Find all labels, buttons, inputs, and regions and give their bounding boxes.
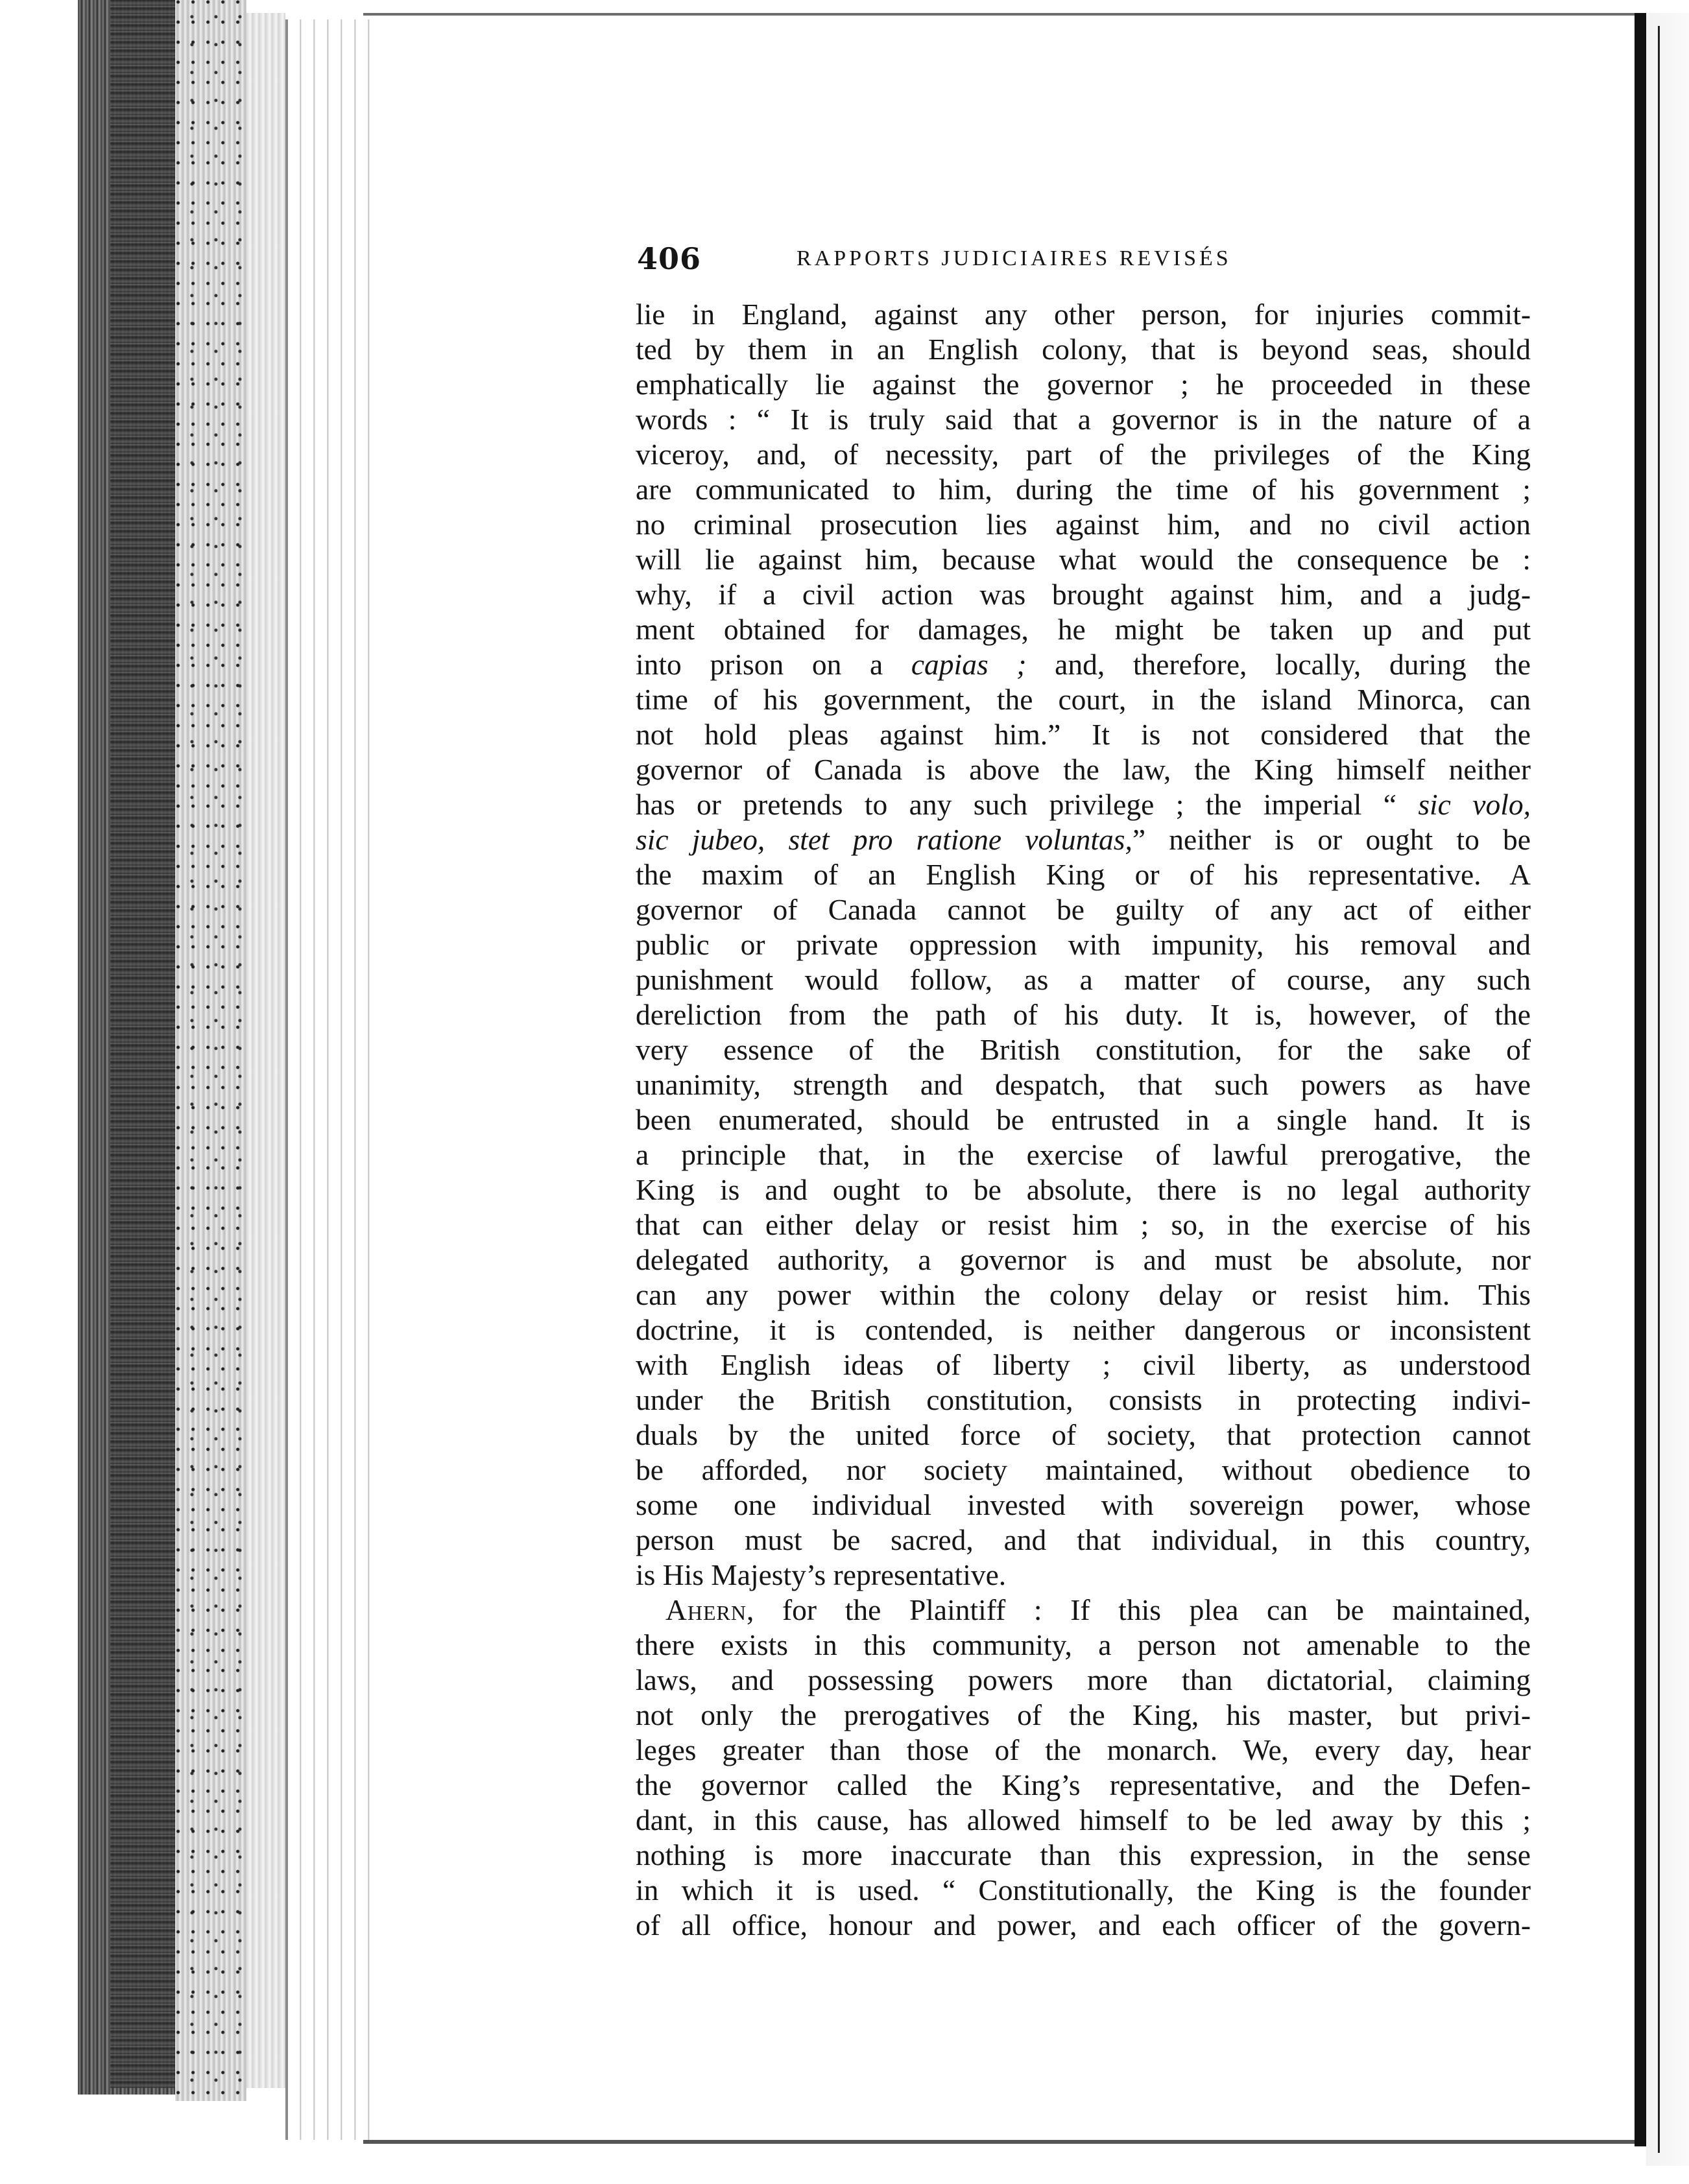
italic-term-capias: capias ; [911,648,1027,681]
text-line-capias [636,647,1531,682]
text-line: viceroy, and, of necessity, part of the privileges of the King [636,438,1531,471]
italic-latin-phrase: sic volo, [1418,788,1531,821]
page-header-title: RAPPORTS JUDICIAIRES REVISÉS [797,246,1232,270]
page-number: 406 [637,241,702,276]
text-line: why, if a civil action was brought against him, and a judg- [636,578,1531,611]
text-line: duals by the united force of society, that protection cannot [636,1418,1531,1451]
text-line: in which it is used. “ Constitutionally, the King is the founder [636,1873,1531,1906]
text-line: governor of Canada is above the law, the King himself neither [636,753,1531,786]
text-line-sic-volo [636,787,1531,822]
right-margin-band [1646,13,1689,2166]
text-line: time of his government, the court, in the island Minorca, can [636,683,1531,716]
text-line: of all office, honour and power, and each officer of the govern- [636,1908,1531,1941]
text-line: nothing is more inaccurate than this expression, in the sense [636,1838,1531,1871]
paragraph-2 [636,1593,1531,1943]
text-line: emphatically lie against the governor ; he proceeded in these [636,368,1531,401]
text-block [636,241,1531,1943]
text-line: delegated authority, a governor is and must be absolute, nor [636,1243,1531,1276]
text-line: been enumerated, should be entrusted in a single hand. It is [636,1103,1531,1136]
text-line: unanimity, strength and despatch, that such powers as have [636,1068,1531,1101]
text-line: the governor called the King’s representative, and the Defen- [636,1768,1531,1801]
text-line: ment obtained for damages, he might be taken up and put [636,613,1531,646]
text-line: dant, in this cause, has allowed himself to be led away by this ; [636,1803,1531,1836]
text-line: the maxim of an English King or of his representative. A [636,858,1531,891]
text-run: ” neither is or ought to be [1132,823,1531,856]
text-line: laws, and possessing powers more than dictatorial, claiming [636,1663,1531,1696]
text-line: doctrine, it is contended, is neither dangerous or inconsistent [636,1313,1531,1346]
text-line: ted by them in an English colony, that is beyond seas, should [636,333,1531,366]
text-line: are communicated to him, during the time of his government ; [636,473,1531,506]
text-run: into prison on a [636,648,911,681]
body-text [636,297,1531,1943]
text-run: has or pretends to any such privilege ; the imperial “ [636,788,1419,821]
page-top-border [363,13,1641,16]
text-line: some one individual invested with sovereign power, whose [636,1488,1531,1521]
speaker-name: Ahern [665,1593,747,1626]
text-line: public or private oppression with impunity, his removal and [636,928,1531,961]
right-page-edge [1635,13,1646,2146]
text-line: with English ideas of liberty ; civil liberty, as understood [636,1348,1531,1381]
text-line: dereliction from the path of his duty. It is, however, of the [636,998,1531,1031]
text-line: person must be sacred, and that individual, in this country, [636,1523,1531,1556]
text-line: not only the prerogatives of the King, his master, but privi- [636,1698,1531,1731]
italic-latin-phrase: sic jubeo, stet pro ratione voluntas, [636,823,1132,856]
text-line: will lie against him, because what would the consequence be : [636,543,1531,576]
text-line: be afforded, nor society maintained, without obedience to [636,1453,1531,1486]
text-line: there exists in this community, a person not amenable to the [636,1628,1531,1661]
text-line: is His Majesty’s representative. [636,1558,1007,1591]
running-head [636,241,1531,288]
text-line: words : “ It is truly said that a governor is in the nature of a [636,403,1531,436]
page-stack-inner [246,13,285,2088]
text-line: leges greater than those of the monarch. We, every day, hear [636,1733,1531,1766]
text-run: and, therefore, locally, during the [1026,648,1531,681]
text-line: under the British constitution, consists in protecting indivi- [636,1383,1531,1416]
page-bottom-border [363,2140,1647,2144]
text-line: not hold pleas against him.” It is not considered that the [636,718,1531,751]
text-line: King is and ought to be absolute, there is no legal authority [636,1173,1531,1206]
text-line: no criminal prosecution lies against him, and no civil action [636,508,1531,541]
right-margin-line [1658,26,1660,2153]
book-spine-shadow [110,0,175,2088]
text-line: a principle that, in the exercise of lawful prerogative, the [636,1138,1531,1171]
text-line-sic-jubeo [636,822,1531,857]
text-line: very essence of the British constitution, for the sake of [636,1033,1531,1066]
text-line: that can either delay or resist him ; so, in the exercise of his [636,1208,1531,1241]
page-stack-edge [175,0,246,2101]
paragraph-1 [636,297,1531,1593]
text-line: can any power within the colony delay or resist him. This [636,1278,1531,1311]
text-line: punishment would follow, as a matter of course, any such [636,963,1531,996]
text-run: , for the Plaintiff : If this plea can be maintained, [746,1593,1531,1626]
text-line-speaker [636,1593,1531,1628]
page-fore-edge-lines [285,19,372,2140]
text-line: lie in England, against any other person, for injuries commit- [636,298,1531,331]
text-line: governor of Canada cannot be guilty of any act of either [636,893,1531,926]
